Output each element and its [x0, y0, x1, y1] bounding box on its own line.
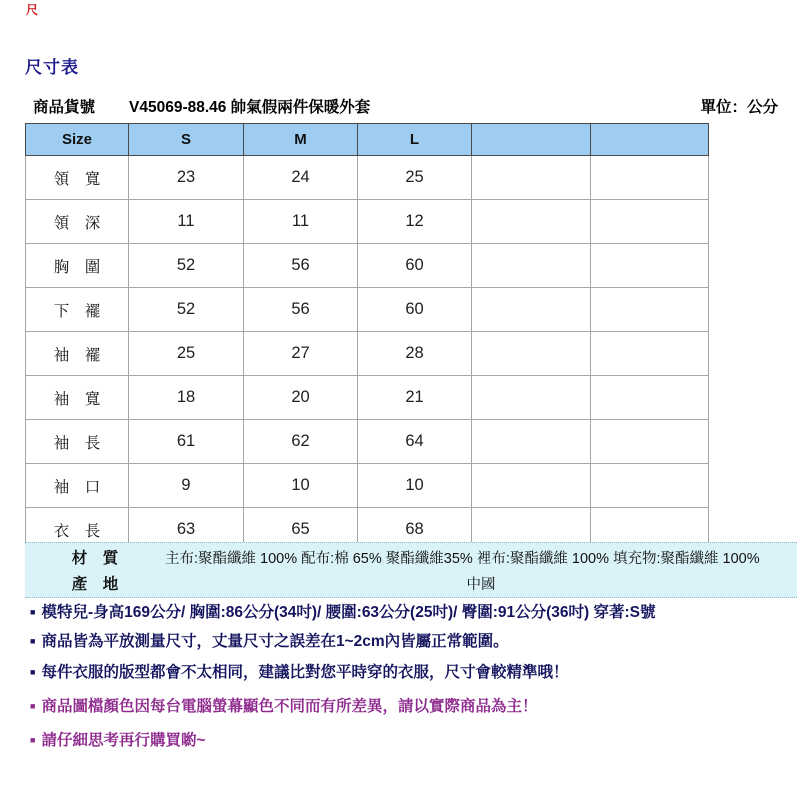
origin-value: 中國 — [466, 576, 496, 593]
value-cell: 24 — [244, 156, 358, 200]
note-model-info — [30, 601, 795, 624]
value-cell — [591, 464, 709, 508]
row-label: 胸 圍 — [26, 244, 129, 288]
value-cell — [472, 376, 591, 420]
table-row — [26, 464, 709, 508]
value-cell — [472, 464, 591, 508]
value-cell — [591, 244, 709, 288]
value-cell: 63 — [129, 508, 244, 552]
size-table-header-row — [26, 124, 709, 156]
value-cell — [591, 332, 709, 376]
note-text: 每件衣服的版型都會不太相同，建議比對您平時穿的衣服，尺寸會較精準哦！ — [41, 664, 569, 681]
value-cell — [472, 420, 591, 464]
header-cell-s: S — [129, 124, 244, 156]
value-cell — [472, 200, 591, 244]
bullet-icon: ■ — [30, 667, 36, 677]
value-cell: 25 — [129, 332, 244, 376]
note-text: 商品圖檔顏色因每台電腦螢幕顯色不同而有所差異，請以實際商品為主！ — [41, 698, 538, 715]
value-cell — [472, 288, 591, 332]
value-cell: 64 — [358, 420, 472, 464]
value-cell: 11 — [244, 200, 358, 244]
bullet-icon: ■ — [30, 607, 36, 617]
value-cell: 23 — [129, 156, 244, 200]
value-cell — [472, 244, 591, 288]
value-cell: 56 — [244, 244, 358, 288]
value-cell: 25 — [358, 156, 472, 200]
row-label: 領 寬 — [26, 156, 129, 200]
notes-section — [30, 601, 795, 752]
value-cell: 12 — [358, 200, 472, 244]
note-fit-advice — [30, 661, 795, 684]
header-cell-empty — [591, 124, 709, 156]
size-table — [25, 123, 709, 552]
note-text: 模特兒-身高169公分/ 胸圍:86公分(34吋)/ 腰圍:63公分(25吋)/ 臀圍:91公分(36吋) 穿著:S號 — [41, 604, 656, 621]
unit-label: 單位：公分 — [700, 99, 778, 116]
value-cell: 27 — [244, 332, 358, 376]
row-label: 領 深 — [26, 200, 129, 244]
value-cell — [591, 156, 709, 200]
table-row — [26, 332, 709, 376]
value-cell — [591, 288, 709, 332]
value-cell: 61 — [129, 420, 244, 464]
value-cell: 60 — [358, 288, 472, 332]
material-label: 材 質 — [71, 550, 119, 567]
product-header-row — [33, 97, 778, 119]
origin-row — [25, 570, 797, 596]
note-think-before-buying — [30, 729, 795, 752]
note-measurement-tolerance — [30, 630, 795, 653]
value-cell: 65 — [244, 508, 358, 552]
bullet-icon: ■ — [30, 735, 36, 745]
value-cell: 20 — [244, 376, 358, 420]
value-cell: 56 — [244, 288, 358, 332]
table-row — [26, 288, 709, 332]
row-label: 袖 襬 — [26, 332, 129, 376]
value-cell — [591, 420, 709, 464]
table-row — [26, 244, 709, 288]
value-cell: 52 — [129, 244, 244, 288]
header-cell-size: Size — [26, 124, 129, 156]
value-cell — [472, 332, 591, 376]
note-color-difference — [30, 695, 795, 718]
value-cell: 60 — [358, 244, 472, 288]
table-row — [26, 156, 709, 200]
note-text: 請仔細思考再行購買喲~ — [41, 732, 206, 749]
bullet-icon: ■ — [30, 701, 36, 711]
material-row — [25, 544, 797, 570]
table-row — [26, 376, 709, 420]
material-origin-section — [25, 542, 797, 598]
note-text: 商品皆為平放測量尺寸，丈量尺寸之誤差在1~2cm內皆屬正常範圍。 — [41, 633, 509, 650]
value-cell — [591, 200, 709, 244]
product-code-value: V45069-88.46 帥氣假兩件保暖外套 — [129, 99, 371, 116]
value-cell: 28 — [358, 332, 472, 376]
row-label: 袖 口 — [26, 464, 129, 508]
page-title: 尺寸表 — [25, 58, 79, 77]
header-cell-empty — [472, 124, 591, 156]
value-cell: 11 — [129, 200, 244, 244]
table-row — [26, 420, 709, 464]
table-row — [26, 200, 709, 244]
row-label: 袖 長 — [26, 420, 129, 464]
value-cell: 68 — [358, 508, 472, 552]
material-value: 主布:聚酯纖維 100% 配布:棉 65% 聚酯纖維35% 裡布:聚酯纖維 100% 填充物:聚酯纖維 100% — [165, 550, 760, 567]
row-label: 下 襬 — [26, 288, 129, 332]
product-code-label: 商品貨號 — [33, 99, 96, 116]
origin-label: 產 地 — [71, 576, 119, 593]
header-cell-m: M — [244, 124, 358, 156]
value-cell — [591, 376, 709, 420]
row-label: 衣 長 — [26, 508, 129, 552]
value-cell: 10 — [244, 464, 358, 508]
value-cell: 52 — [129, 288, 244, 332]
value-cell: 10 — [358, 464, 472, 508]
value-cell: 9 — [129, 464, 244, 508]
value-cell: 18 — [129, 376, 244, 420]
row-label: 袖 寬 — [26, 376, 129, 420]
header-cell-l: L — [358, 124, 472, 156]
value-cell: 62 — [244, 420, 358, 464]
value-cell: 21 — [358, 376, 472, 420]
bullet-icon: ■ — [30, 636, 36, 646]
value-cell — [472, 156, 591, 200]
broken-image-icon: 尺 — [26, 3, 39, 17]
